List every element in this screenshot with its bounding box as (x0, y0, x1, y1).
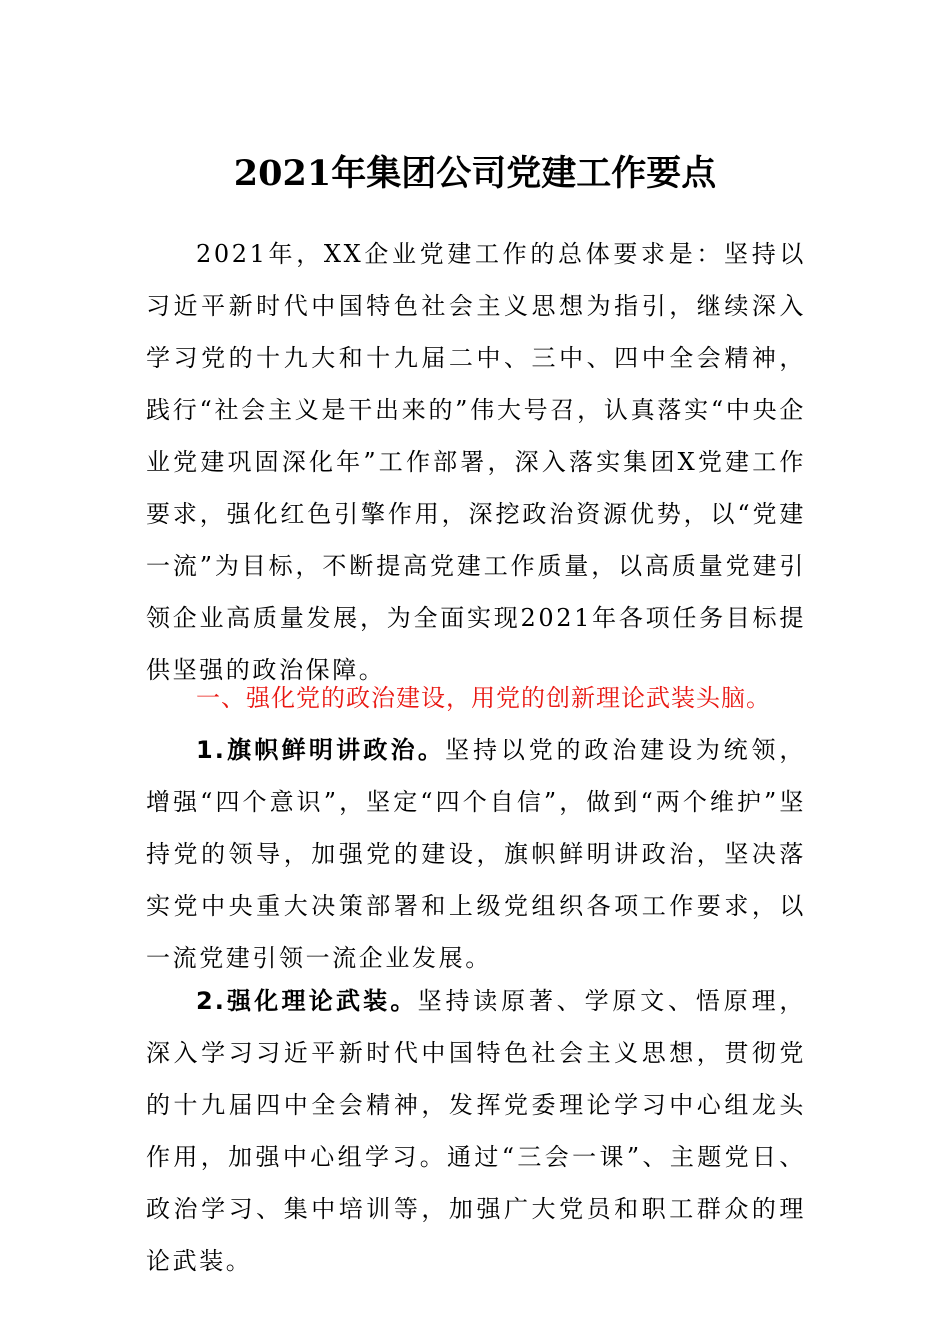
document-title: 2021年集团公司党建工作要点 (233, 153, 717, 194)
section-heading: 一、强化党的政治建设，用党的创新理论武装头脑。 (196, 684, 771, 712)
item-heading-2: 2.强化理论武装。 (196, 987, 418, 1015)
item-text-2: 坚持读原著、学原文、悟原理，深入学习习近平新时代中国特色社会主义思想，贯彻党的十九届四中全会精神，发挥党委理论学习中心组龙头作用，加强中心组学习。通过“三会一课”、主题党日、政治学习、集中培训等，加强广大党员和职工群众的理论武装。 (146, 987, 806, 1275)
item-heading-1: 1.旗帜鲜明讲政治。 (196, 736, 446, 764)
item-paragraph-1 (146, 724, 806, 984)
intro-paragraph: 2021年，XX企业党建工作的总体要求是：坚持以习近平新时代中国特色社会主义思想为指引，继续深入学习党的十九大和十九届二中、三中、四中全会精神，践行“社会主义是干出来的”伟大号召，认真落实“中央企业党建巩固深化年”工作部署，深入落实集团X党建工作要求，强化红色引擎作用，深挖政治资源优势，以“党建一流”为目标，不断提高党建工作质量，以高质量党建引领企业高质量发展，为全面实现2021年各项任务目标提供坚强的政治保障。 (146, 240, 806, 684)
item-text-1: 坚持以党的政治建设为统领，增强“四个意识”，坚定“四个自信”，做到“两个维护”坚持党的领导，加强党的建设，旗帜鲜明讲政治，坚决落实党中央重大决策部署和上级党组织各项工作要求，以一流党建引领一流企业发展。 (146, 736, 806, 972)
item-paragraph-2 (146, 975, 806, 1287)
